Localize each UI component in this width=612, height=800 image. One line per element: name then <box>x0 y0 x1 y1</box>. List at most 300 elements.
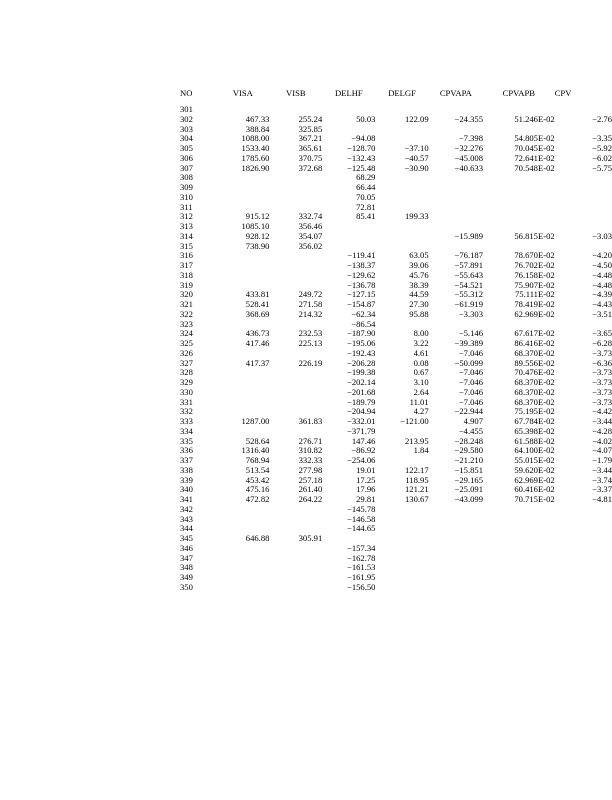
cell-visa: 528.41 <box>245 299 270 309</box>
cell-visa <box>216 173 269 183</box>
cell-visa <box>216 563 269 573</box>
cell-cpvapa: −29.165 <box>454 474 483 485</box>
cell-delhf: −189.79 <box>346 396 376 407</box>
cell-delhf: 29.81 <box>356 494 376 504</box>
cell-visa <box>216 271 269 281</box>
cell-delhf: −94.08 <box>351 133 376 144</box>
cell-visa <box>216 544 269 554</box>
cell-cpvapb: 76.158E-02 <box>514 269 555 280</box>
cell-visa <box>216 193 269 203</box>
cell-visa: 368.69 <box>245 308 270 319</box>
table-body <box>180 105 612 593</box>
cell-cpvapb: 54.805E-02 <box>514 133 555 144</box>
cell-cpvapb: 86.416E-02 <box>514 338 555 348</box>
cell-delhf: −146.58 <box>346 513 376 524</box>
cell-cpvapa: −7.046 <box>458 347 483 358</box>
cell-cpv: −3.44 <box>592 464 612 475</box>
cell-cpvapa <box>429 554 483 564</box>
cell-visb <box>269 554 322 564</box>
cell-cpvapa <box>429 524 483 534</box>
cell-visa: 528.64 <box>245 435 270 446</box>
cell-delgf <box>375 544 428 554</box>
cell-no: 310 <box>180 191 193 202</box>
table-row <box>180 232 612 242</box>
cell-cpv <box>555 203 612 213</box>
cell-delgf: 199.33 <box>405 211 429 222</box>
cell-cpvapa <box>429 515 483 525</box>
cell-visb: 332.33 <box>298 455 323 465</box>
cell-delgf: 121.21 <box>405 484 429 495</box>
cell-visb <box>269 368 322 378</box>
cell-cpvapa: −7.046 <box>458 377 483 387</box>
cell-no: 325 <box>180 338 193 348</box>
cell-cpvapb: 75.195E-02 <box>514 406 555 417</box>
cell-delhf: −206.28 <box>346 357 376 368</box>
cell-cpv <box>555 534 612 544</box>
cell-cpvapb: 70.045E-02 <box>514 143 555 153</box>
cell-no: 337 <box>180 455 193 465</box>
cell-delgf: 11.01 <box>409 396 429 407</box>
cell-visa: 1088.00 <box>241 133 270 144</box>
col-header-delgf: DELGF <box>388 88 416 98</box>
cell-cpv: −3.73 <box>592 396 612 407</box>
cell-visb: 332.74 <box>298 211 323 222</box>
cell-cpv: −3.73 <box>592 377 612 387</box>
cell-cpv: −4.02 <box>592 435 612 446</box>
cell-delgf: 4.27 <box>413 406 429 417</box>
cell-cpvapa <box>429 505 483 515</box>
cell-visa: 928.12 <box>245 230 270 241</box>
cell-cpvapa: −7.046 <box>458 386 483 397</box>
cell-delhf: 72.81 <box>356 201 376 212</box>
cell-cpvapb <box>483 173 555 183</box>
cell-delhf: 66.44 <box>356 182 376 192</box>
cell-cpv: −3.37 <box>592 484 612 495</box>
cell-cpvapa <box>429 573 483 583</box>
cell-cpvapb: 62.969E-02 <box>514 308 555 319</box>
cell-visa <box>216 251 269 261</box>
cell-cpvapb: 70.715E-02 <box>514 494 555 504</box>
cell-visa <box>216 583 269 593</box>
cell-no: 322 <box>180 308 193 319</box>
cell-delgf <box>375 515 428 525</box>
table-row <box>180 183 612 193</box>
cell-delgf: 38.39 <box>409 279 429 290</box>
cell-no: 326 <box>180 347 193 358</box>
cell-delgf: −121.00 <box>400 416 429 426</box>
cell-visa: 1533.40 <box>241 143 270 153</box>
cell-visb: 325.85 <box>298 123 323 134</box>
cell-delgf: 1.84 <box>413 445 429 456</box>
cell-delgf <box>375 573 428 583</box>
cell-visa: 646.88 <box>245 533 270 543</box>
cell-delhf: −254.06 <box>346 455 376 465</box>
cell-delhf: −119.41 <box>347 250 376 261</box>
cell-no: 342 <box>180 503 193 514</box>
cell-cpv: −4.28 <box>592 425 612 436</box>
cell-visb: 249.72 <box>298 289 323 300</box>
cell-cpvapa: −54.521 <box>454 279 483 290</box>
cell-cpvapa <box>429 534 483 544</box>
col-header-cpvapb: CPVAPB <box>502 88 535 98</box>
table-row <box>180 563 612 573</box>
cell-visb: 356.46 <box>298 221 323 231</box>
cell-cpv: −4.48 <box>592 269 612 280</box>
cell-no: 313 <box>180 221 193 231</box>
cell-delhf: −125.48 <box>346 162 376 173</box>
cell-cpvapa: −29.580 <box>454 445 483 456</box>
cell-visa <box>216 378 269 388</box>
cell-visb: 354.07 <box>298 230 323 241</box>
table-row <box>180 495 612 505</box>
cell-visa <box>216 554 269 564</box>
cell-no: 348 <box>180 562 193 573</box>
cell-delhf: −128.70 <box>346 143 376 153</box>
cell-cpvapa: −24.355 <box>454 113 483 124</box>
data-table <box>180 89 612 593</box>
cell-visa: 433.81 <box>245 289 270 300</box>
cell-cpvapa <box>429 183 483 193</box>
cell-cpvapb <box>483 554 555 564</box>
cell-cpv <box>555 505 612 515</box>
cell-delhf: −144.65 <box>346 523 376 534</box>
cell-cpvapa: −7.398 <box>458 133 483 144</box>
cell-cpvapb: 62.969E-02 <box>514 474 555 485</box>
cell-delgf <box>375 183 428 193</box>
cell-cpv: −3.73 <box>592 347 612 358</box>
cell-delhf: −138.37 <box>346 260 376 270</box>
cell-delhf: −204.94 <box>346 406 376 417</box>
cell-delgf <box>375 524 428 534</box>
cell-delhf: −86.54 <box>351 318 376 329</box>
cell-delgf: 95.88 <box>409 308 429 319</box>
cell-cpv: −5.75 <box>592 162 612 173</box>
cell-visa <box>216 573 269 583</box>
cell-delgf: 63.05 <box>409 250 429 261</box>
cell-visb: 367.21 <box>298 133 323 144</box>
cell-delhf: −162.78 <box>346 552 376 563</box>
table-row <box>180 173 612 183</box>
cell-cpvapb <box>483 534 555 544</box>
cell-cpvapa: −50.099 <box>454 357 483 368</box>
col-header-delhf: DELHF <box>335 88 363 98</box>
cell-cpv: −4.81 <box>592 494 612 504</box>
cell-visa: 1826.90 <box>241 162 270 173</box>
cell-cpvapb: 70.476E-02 <box>514 367 555 378</box>
cell-no: 349 <box>180 572 193 582</box>
cell-cpvapb <box>483 583 555 593</box>
cell-cpvapb: 51.246E-02 <box>514 113 555 124</box>
cell-cpvapb: 89.556E-02 <box>514 357 555 368</box>
cell-no: 347 <box>180 552 193 563</box>
cell-cpvapa: −21.210 <box>454 455 483 465</box>
cell-visa: 417.46 <box>245 338 270 348</box>
table-row <box>180 554 612 564</box>
cell-cpv: −3.51 <box>592 308 612 319</box>
cell-no: 305 <box>180 143 193 153</box>
cell-no: 330 <box>180 386 193 397</box>
cell-cpvapb <box>483 203 555 213</box>
col-header-visa: VISA <box>232 88 253 98</box>
cell-cpvapa: −45.008 <box>454 152 483 163</box>
cell-delhf: 19.01 <box>356 464 376 475</box>
cell-cpv: −4.50 <box>592 260 612 270</box>
cell-delhf <box>322 222 375 232</box>
table-row <box>180 115 612 125</box>
cell-no: 331 <box>180 396 193 407</box>
cell-cpv: −3.74 <box>592 474 612 485</box>
cell-cpv <box>555 173 612 183</box>
cell-visb: 226.19 <box>298 357 323 368</box>
cell-no: 346 <box>180 542 193 553</box>
cell-visb: 225.13 <box>298 338 323 348</box>
cell-no: 329 <box>180 377 193 387</box>
cell-visb <box>269 378 322 388</box>
cell-no: 328 <box>180 367 193 378</box>
cell-no: 303 <box>180 123 193 134</box>
cell-cpvapa <box>429 193 483 203</box>
cell-cpvapa <box>429 203 483 213</box>
cell-delhf: −156.50 <box>346 581 376 592</box>
cell-visb: 305.91 <box>298 533 323 543</box>
cell-delhf: −129.62 <box>346 269 376 280</box>
cell-cpvapb: 68.370E-02 <box>514 386 555 397</box>
cell-cpvapb <box>483 544 555 554</box>
cell-cpvapa: −32.276 <box>454 143 483 153</box>
cell-cpvapb: 64.100E-02 <box>514 445 555 456</box>
cell-visa: 1316.40 <box>241 445 270 456</box>
cell-no: 320 <box>180 289 193 300</box>
cell-delgf: −37.10 <box>404 143 429 153</box>
cell-delgf <box>375 505 428 515</box>
cell-cpvapa: −4.455 <box>458 425 483 436</box>
cell-delgf: 44.59 <box>409 289 429 300</box>
table-row <box>180 164 612 174</box>
cell-visb <box>269 251 322 261</box>
cell-cpvapa: −43.099 <box>454 494 483 504</box>
cell-cpvapa: −3.303 <box>458 308 483 319</box>
cell-cpvapb: 60.416E-02 <box>514 484 555 495</box>
cell-no: 311 <box>180 201 193 212</box>
cell-visb: 214.32 <box>298 308 323 319</box>
cell-cpv <box>555 524 612 534</box>
cell-delgf <box>375 534 428 544</box>
cell-delhf: −86.92 <box>351 445 376 456</box>
cell-no: 306 <box>180 152 193 163</box>
cell-cpvapa <box>429 212 483 222</box>
cell-cpvapa <box>429 583 483 593</box>
cell-delhf: −127.15 <box>346 289 376 300</box>
cell-cpv: −3.65 <box>592 328 612 339</box>
cell-visb: 255.24 <box>298 113 323 124</box>
cell-no: 333 <box>180 416 193 426</box>
cell-delhf: −332.01 <box>346 416 376 426</box>
cell-no: 309 <box>180 182 193 192</box>
cell-visa: 738.90 <box>245 240 270 251</box>
cell-cpv <box>555 193 612 203</box>
cell-visa <box>216 515 269 525</box>
col-header-visb: VISB <box>286 88 306 98</box>
cell-cpvapb: 76.702E-02 <box>514 260 555 270</box>
cell-delgf: 39.06 <box>409 260 429 270</box>
cell-cpvapa: −15.989 <box>454 230 483 241</box>
cell-cpvapb: 68.370E-02 <box>514 347 555 358</box>
cell-no: 314 <box>180 230 193 241</box>
cell-cpv: −6.02 <box>592 152 612 163</box>
table-row <box>180 310 612 320</box>
cell-visb <box>269 271 322 281</box>
cell-visa: 453.42 <box>245 474 270 485</box>
cell-delhf: −161.95 <box>346 572 376 582</box>
cell-cpvapa: −76.187 <box>454 250 483 261</box>
cell-cpv <box>555 544 612 554</box>
cell-cpvapb <box>483 515 555 525</box>
cell-delgf: 118.95 <box>405 474 429 485</box>
cell-cpvapa: 4.907 <box>463 416 483 426</box>
cell-visa <box>216 261 269 271</box>
cell-delgf <box>375 125 428 135</box>
cell-visb: 365.61 <box>298 143 323 153</box>
cell-delgf <box>375 222 428 232</box>
cell-cpvapb: 70.548E-02 <box>514 162 555 173</box>
cell-delhf: −192.43 <box>346 347 376 358</box>
cell-cpv <box>555 515 612 525</box>
cell-cpvapa: −39.389 <box>454 338 483 348</box>
cell-visb <box>269 388 322 398</box>
cell-no: 318 <box>180 269 193 280</box>
cell-cpvapb <box>483 183 555 193</box>
cell-cpvapb <box>483 524 555 534</box>
cell-cpvapa: −57.891 <box>454 260 483 270</box>
table-header <box>180 89 612 105</box>
cell-delhf: 50.03 <box>356 113 376 124</box>
cell-delgf: 0.67 <box>413 367 429 378</box>
cell-delgf: 2.64 <box>413 386 429 397</box>
cell-cpvapb <box>483 212 555 222</box>
cell-cpv: −6.36 <box>592 357 612 368</box>
cell-delhf: −201.68 <box>346 386 376 397</box>
cell-delgf <box>375 583 428 593</box>
cell-visb <box>269 398 322 408</box>
cell-delhf: −199.38 <box>346 367 376 378</box>
cell-visa: 513.54 <box>245 464 270 475</box>
cell-cpvapb: 67.784E-02 <box>514 416 555 426</box>
cell-no: 339 <box>180 474 193 485</box>
cell-delhf: −161.53 <box>346 562 376 573</box>
cell-cpv: −3.73 <box>592 367 612 378</box>
cell-delgf <box>375 173 428 183</box>
cell-cpvapa <box>429 544 483 554</box>
cell-visb: 310.82 <box>298 445 323 456</box>
cell-cpvapa: −61.919 <box>454 299 483 309</box>
cell-visb <box>269 261 322 271</box>
cell-delhf <box>322 232 375 242</box>
cell-cpvapb <box>483 193 555 203</box>
cell-delhf: −62.34 <box>351 308 376 319</box>
cell-cpv: −4.43 <box>592 299 612 309</box>
cell-visa <box>216 388 269 398</box>
cell-delgf: 122.17 <box>405 464 429 475</box>
cell-delgf: −40.57 <box>404 152 429 163</box>
cell-no: 335 <box>180 435 193 446</box>
cell-delhf: −145.78 <box>346 503 376 514</box>
cell-delgf: 0.08 <box>413 357 429 368</box>
cell-visa <box>216 183 269 193</box>
cell-cpvapb: 68.370E-02 <box>514 377 555 387</box>
cell-delgf: 213.95 <box>405 435 429 446</box>
cell-cpv: −4.42 <box>592 406 612 417</box>
cell-cpvapa: −22.944 <box>454 406 483 417</box>
cell-delgf: 4.61 <box>413 347 429 358</box>
table-row <box>180 515 612 525</box>
table-row <box>180 544 612 554</box>
cell-visa: 915.12 <box>245 211 270 222</box>
cell-no: 332 <box>180 406 193 417</box>
cell-no: 321 <box>180 299 193 309</box>
cell-cpv <box>555 573 612 583</box>
cell-visb: 264.22 <box>298 494 323 504</box>
cell-visb: 361.83 <box>298 416 323 426</box>
cell-visb <box>269 183 322 193</box>
cell-delhf: 17.96 <box>356 484 376 495</box>
cell-cpvapb: 67.617E-02 <box>514 328 555 339</box>
cell-cpv <box>555 583 612 593</box>
cell-visa: 1085.10 <box>241 221 270 231</box>
cell-cpvapa: −40.633 <box>454 162 483 173</box>
cell-cpv <box>555 554 612 564</box>
cell-delhf: −132.43 <box>346 152 376 163</box>
cell-visb: 372.68 <box>298 162 323 173</box>
cell-cpvapa: −55.312 <box>454 289 483 300</box>
cell-delgf <box>375 563 428 573</box>
cell-visa: 388.84 <box>245 123 270 134</box>
cell-no: 334 <box>180 425 193 436</box>
cell-cpvapa: −15.851 <box>454 464 483 475</box>
cell-visb <box>269 544 322 554</box>
cell-visa: 1785.60 <box>241 152 270 163</box>
cell-visb: 370.75 <box>298 152 323 163</box>
cell-cpv: −5.92 <box>592 143 612 153</box>
cell-cpvapb: 72.641E-02 <box>514 152 555 163</box>
cell-cpv: −4.39 <box>592 289 612 300</box>
cell-cpv <box>555 212 612 222</box>
cell-visb <box>269 173 322 183</box>
cell-delhf: 17.25 <box>356 474 376 485</box>
cell-visb <box>269 563 322 573</box>
cell-cpvapa: −28.248 <box>454 435 483 446</box>
cell-visa: 472.82 <box>245 494 270 504</box>
cell-delhf: 85.41 <box>356 211 376 222</box>
cell-delgf: 130.67 <box>405 494 429 504</box>
col-header-no: NO <box>180 88 193 98</box>
cell-delhf: −187.90 <box>346 328 376 339</box>
cell-no: 323 <box>180 318 193 329</box>
cell-visb: 232.53 <box>298 328 323 339</box>
cell-no: 317 <box>180 260 193 270</box>
cell-visa <box>216 505 269 515</box>
cell-cpvapb <box>483 573 555 583</box>
cell-cpvapb: 68.370E-02 <box>514 396 555 407</box>
cell-cpvapb: 59.620E-02 <box>514 464 555 475</box>
cell-cpv: −2.76 <box>592 113 612 124</box>
cell-visa: 467.33 <box>245 113 270 124</box>
cell-visa: 417.37 <box>245 357 270 368</box>
cell-delhf: −371.79 <box>346 425 376 436</box>
cell-cpvapa: −5.146 <box>458 328 483 339</box>
cell-delhf: −154.87 <box>346 299 376 309</box>
cell-delgf <box>375 554 428 564</box>
cell-cpv: −3.44 <box>592 416 612 426</box>
